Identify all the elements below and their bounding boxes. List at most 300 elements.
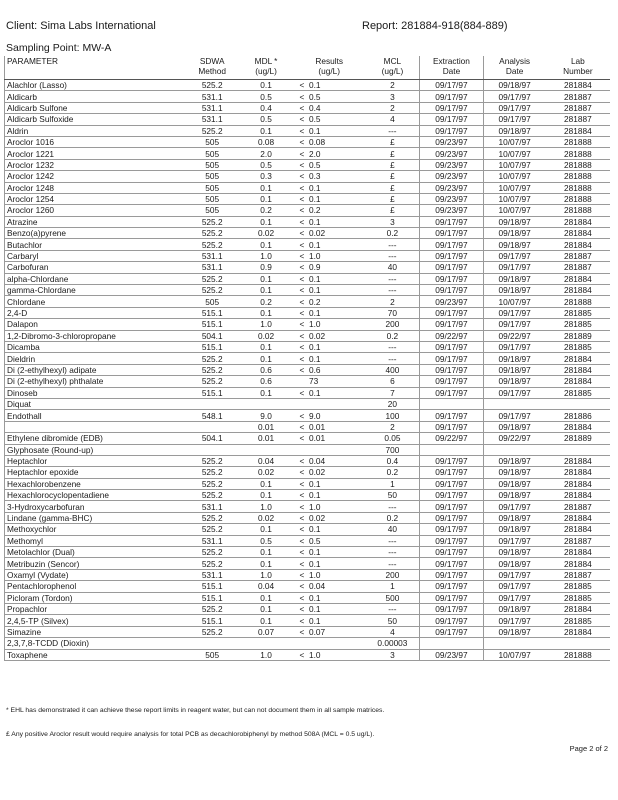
table-row xyxy=(5,91,611,102)
cell-result xyxy=(293,626,366,637)
cell-analysis-date: 09/18/97 xyxy=(483,467,546,478)
cell-method: 531.1 xyxy=(185,250,239,261)
result-qualifier: < xyxy=(299,273,305,284)
cell-extraction-date xyxy=(420,444,483,455)
cell-analysis-date: 10/07/97 xyxy=(483,148,546,159)
cell-lab-number: 281888 xyxy=(546,136,610,147)
cell-parameter: Dinoseb xyxy=(5,387,186,398)
cell-method: 504.1 xyxy=(185,433,239,444)
cell-extraction-date: 09/17/97 xyxy=(420,524,483,535)
cell-extraction-date: 09/17/97 xyxy=(420,80,483,91)
cell-mcl: 3 xyxy=(365,216,419,227)
cell-mdl: 0.1 xyxy=(239,273,293,284)
result-value: 0.1 xyxy=(308,216,321,227)
cell-parameter: Butachlor xyxy=(5,239,186,250)
result-qualifier: < xyxy=(299,308,305,318)
cell-analysis-date: 09/17/97 xyxy=(483,569,546,580)
cell-method xyxy=(185,638,239,649)
cell-mcl: 2 xyxy=(365,102,419,113)
result-qualifier: < xyxy=(299,80,305,91)
cell-parameter: Hexachlorobenzene xyxy=(5,478,186,489)
cell-extraction-date: 09/17/97 xyxy=(420,102,483,113)
cell-mdl: 0.02 xyxy=(239,467,293,478)
table-row xyxy=(5,125,611,136)
cell-lab-number: 281884 xyxy=(546,421,610,432)
cell-result xyxy=(293,193,366,204)
cell-result xyxy=(293,387,366,398)
cell-result xyxy=(293,148,366,159)
result-value: 0.9 xyxy=(308,262,321,273)
cell-analysis-date: 09/18/97 xyxy=(483,603,546,614)
cell-mdl: 0.1 xyxy=(239,353,293,364)
cell-mcl: --- xyxy=(365,547,419,558)
sampling-label: Sampling Point: xyxy=(6,42,80,54)
result-qualifier: < xyxy=(299,558,305,569)
cell-result xyxy=(293,524,366,535)
cell-extraction-date: 09/17/97 xyxy=(420,558,483,569)
cell-extraction-date: 09/17/97 xyxy=(420,228,483,239)
cell-extraction-date: 09/17/97 xyxy=(420,490,483,501)
table-row xyxy=(5,592,611,603)
cell-method: 531.1 xyxy=(185,535,239,546)
table-row xyxy=(5,387,611,398)
cell-parameter: Aldicarb Sulfone xyxy=(5,102,186,113)
cell-parameter: Heptachlor xyxy=(5,455,186,466)
cell-lab-number: 281887 xyxy=(546,250,610,261)
table-row xyxy=(5,467,611,478)
cell-mcl: --- xyxy=(365,239,419,250)
cell-lab-number: 281885 xyxy=(546,387,610,398)
cell-result xyxy=(293,490,366,501)
result-value: 0.01 xyxy=(308,433,326,444)
cell-mcl: 100 xyxy=(365,410,419,421)
cell-lab-number: 281884 xyxy=(546,353,610,364)
cell-result xyxy=(293,296,366,307)
cell-lab-number: 281888 xyxy=(546,159,610,170)
footnote-mdl: * EHL has demonstrated it can achieve these report limits in reagent water, but can not document them in all sample matrices. xyxy=(6,707,385,714)
cell-lab-number: 281885 xyxy=(546,341,610,352)
cell-lab-number xyxy=(546,444,610,455)
cell-analysis-date: 09/18/97 xyxy=(483,364,546,375)
client-name: Sima Labs International xyxy=(40,20,156,32)
cell-parameter: Methomyl xyxy=(5,535,186,546)
cell-mcl: 200 xyxy=(365,569,419,580)
sampling-point: MW-A xyxy=(82,42,112,54)
cell-mcl: 2 xyxy=(365,421,419,432)
table-row xyxy=(5,421,611,432)
cell-result xyxy=(293,330,366,341)
cell-mcl: 3 xyxy=(365,91,419,102)
table-row xyxy=(5,80,611,91)
table-row xyxy=(5,535,611,546)
cell-extraction-date: 09/23/97 xyxy=(420,649,483,660)
cell-mdl: 0.1 xyxy=(239,490,293,501)
cell-analysis-date: 09/18/97 xyxy=(483,376,546,387)
table-row xyxy=(5,307,611,318)
page-number: Page 2 of 2 xyxy=(569,744,608,753)
cell-mdl: 0.6 xyxy=(239,376,293,387)
result-value: 0.6 xyxy=(308,364,321,375)
cell-extraction-date: 09/17/97 xyxy=(420,341,483,352)
table-row xyxy=(5,319,611,330)
cell-parameter: Aroclor 1221 xyxy=(5,148,186,159)
cell-method: 505 xyxy=(185,136,239,147)
cell-lab-number xyxy=(546,638,610,649)
cell-analysis-date: 09/18/97 xyxy=(483,478,546,489)
cell-parameter: Chlordane xyxy=(5,296,186,307)
result-value: 0.1 xyxy=(308,285,321,296)
table-row xyxy=(5,296,611,307)
cell-analysis-date: 09/17/97 xyxy=(483,581,546,592)
cell-lab-number: 281885 xyxy=(546,592,610,603)
cell-result xyxy=(293,102,366,113)
cell-mcl: 1 xyxy=(365,581,419,592)
cell-mdl: 0.02 xyxy=(239,330,293,341)
cell-mdl xyxy=(239,398,293,409)
result-value: 0.5 xyxy=(308,535,321,546)
result-qualifier: < xyxy=(299,615,305,626)
cell-mdl: 0.5 xyxy=(239,535,293,546)
cell-extraction-date: 09/17/97 xyxy=(420,592,483,603)
result-value: 0.1 xyxy=(308,592,321,603)
cell-method: 525.2 xyxy=(185,364,239,375)
cell-lab-number: 281885 xyxy=(546,307,610,318)
cell-parameter: Oxamyl (Vydate) xyxy=(5,569,186,580)
cell-extraction-date: 09/17/97 xyxy=(420,569,483,580)
cell-mcl: £ xyxy=(365,193,419,204)
cell-parameter: 2,4,5-TP (Silvex) xyxy=(5,615,186,626)
cell-result xyxy=(293,125,366,136)
cell-extraction-date: 09/17/97 xyxy=(420,478,483,489)
cell-parameter: Aroclor 1248 xyxy=(5,182,186,193)
cell-result xyxy=(293,455,366,466)
cell-parameter: Picloram (Tordon) xyxy=(5,592,186,603)
result-value: 0.4 xyxy=(308,102,321,113)
cell-result xyxy=(293,353,366,364)
cell-extraction-date: 09/17/97 xyxy=(420,353,483,364)
cell-result xyxy=(293,592,366,603)
cell-lab-number: 281884 xyxy=(546,490,610,501)
cell-parameter: Di (2-ethylhexyl) adipate xyxy=(5,364,186,375)
cell-lab-number: 281888 xyxy=(546,182,610,193)
table-row xyxy=(5,376,611,387)
result-value: 0.1 xyxy=(308,194,321,205)
result-value: 0.1 xyxy=(308,558,321,569)
cell-result xyxy=(293,603,366,614)
cell-analysis-date: 10/07/97 xyxy=(483,193,546,204)
cell-extraction-date: 09/23/97 xyxy=(420,193,483,204)
table-row xyxy=(5,444,611,455)
cell-method: 531.1 xyxy=(185,569,239,580)
result-qualifier: < xyxy=(299,251,305,262)
result-qualifier: < xyxy=(299,387,305,398)
cell-result xyxy=(293,467,366,478)
table-body xyxy=(5,80,611,661)
table-row xyxy=(5,216,611,227)
cell-method: 504.1 xyxy=(185,330,239,341)
table-row xyxy=(5,433,611,444)
cell-mcl: --- xyxy=(365,285,419,296)
cell-mcl: 40 xyxy=(365,524,419,535)
result-qualifier: < xyxy=(299,592,305,603)
table-row xyxy=(5,285,611,296)
cell-method: 505 xyxy=(185,159,239,170)
table-row xyxy=(5,615,611,626)
result-value: 0.04 xyxy=(308,581,326,592)
cell-lab-number: 281884 xyxy=(546,478,610,489)
cell-lab-number: 281887 xyxy=(546,91,610,102)
cell-extraction-date: 09/17/97 xyxy=(420,307,483,318)
cell-mcl: 20 xyxy=(365,398,419,409)
col-sdwa-method: SDWA Method xyxy=(185,56,239,80)
cell-mdl: 0.5 xyxy=(239,114,293,125)
cell-analysis-date: 09/17/97 xyxy=(483,387,546,398)
cell-parameter: 3-Hydroxycarbofuran xyxy=(5,501,186,512)
cell-result xyxy=(293,364,366,375)
cell-mdl xyxy=(239,444,293,455)
cell-mcl: £ xyxy=(365,171,419,182)
table-row xyxy=(5,102,611,113)
cell-analysis-date: 09/18/97 xyxy=(483,285,546,296)
cell-mdl: 0.2 xyxy=(239,205,293,216)
result-qualifier: < xyxy=(299,205,305,216)
result-value: 1.0 xyxy=(308,251,321,262)
cell-mdl: 0.5 xyxy=(239,91,293,102)
cell-method: 515.1 xyxy=(185,581,239,592)
cell-extraction-date: 09/17/97 xyxy=(420,91,483,102)
cell-analysis-date: 09/18/97 xyxy=(483,273,546,284)
cell-result xyxy=(293,250,366,261)
cell-mcl: £ xyxy=(365,159,419,170)
cell-parameter: Aldrin xyxy=(5,125,186,136)
cell-result xyxy=(293,638,366,649)
cell-mcl: 0.2 xyxy=(365,467,419,478)
table-row xyxy=(5,603,611,614)
cell-method: 505 xyxy=(185,205,239,216)
table-row xyxy=(5,501,611,512)
cell-lab-number: 281888 xyxy=(546,296,610,307)
cell-mdl: 0.1 xyxy=(239,182,293,193)
result-qualifier: < xyxy=(299,456,305,467)
result-qualifier: < xyxy=(299,433,305,444)
table-row xyxy=(5,547,611,558)
cell-mcl: 0.00003 xyxy=(365,638,419,649)
cell-mcl: --- xyxy=(365,603,419,614)
cell-mcl: 3 xyxy=(365,649,419,660)
cell-parameter: Carbaryl xyxy=(5,250,186,261)
cell-mcl: 0.2 xyxy=(365,512,419,523)
cell-method: 505 xyxy=(185,649,239,660)
cell-result xyxy=(293,376,366,387)
result-qualifier: < xyxy=(299,285,305,296)
cell-mcl: £ xyxy=(365,182,419,193)
cell-analysis-date: 09/17/97 xyxy=(483,307,546,318)
result-qualifier: < xyxy=(299,319,305,330)
result-qualifier: < xyxy=(299,513,305,524)
cell-result xyxy=(293,136,366,147)
cell-method: 525.2 xyxy=(185,216,239,227)
cell-analysis-date: 09/17/97 xyxy=(483,501,546,512)
cell-mdl: 0.6 xyxy=(239,364,293,375)
cell-mdl: 0.1 xyxy=(239,524,293,535)
cell-analysis-date: 09/22/97 xyxy=(483,433,546,444)
col-parameter: PARAMETER xyxy=(5,56,186,80)
cell-analysis-date: 09/18/97 xyxy=(483,216,546,227)
cell-mdl: 1.0 xyxy=(239,569,293,580)
cell-method: 515.1 xyxy=(185,319,239,330)
cell-lab-number: 281888 xyxy=(546,649,610,660)
cell-lab-number: 281884 xyxy=(546,285,610,296)
result-value: 0.1 xyxy=(308,273,321,284)
cell-parameter: Aldicarb xyxy=(5,91,186,102)
col-analysis-date: Analysis Date xyxy=(483,56,546,80)
cell-lab-number: 281885 xyxy=(546,615,610,626)
cell-method: 525.2 xyxy=(185,558,239,569)
cell-mcl: 50 xyxy=(365,490,419,501)
cell-mcl: 6 xyxy=(365,376,419,387)
result-value: 0.1 xyxy=(308,615,321,626)
cell-mcl: £ xyxy=(365,205,419,216)
cell-lab-number: 281887 xyxy=(546,262,610,273)
result-qualifier: < xyxy=(299,364,305,375)
cell-mcl: 200 xyxy=(365,319,419,330)
cell-mcl: 700 xyxy=(365,444,419,455)
cell-mcl: 2 xyxy=(365,296,419,307)
cell-analysis-date: 09/18/97 xyxy=(483,421,546,432)
cell-method: 515.1 xyxy=(185,592,239,603)
cell-parameter: gamma-Chlordane xyxy=(5,285,186,296)
cell-lab-number: 281885 xyxy=(546,581,610,592)
table-row xyxy=(5,398,611,409)
cell-result xyxy=(293,273,366,284)
cell-method: 531.1 xyxy=(185,114,239,125)
sampling-point-line xyxy=(6,42,111,54)
cell-parameter: Hexachlorocyclopentadiene xyxy=(5,490,186,501)
result-value: 9.0 xyxy=(308,410,321,421)
table-row xyxy=(5,558,611,569)
cell-method: 525.2 xyxy=(185,626,239,637)
cell-mdl: 0.9 xyxy=(239,262,293,273)
cell-mdl: 0.01 xyxy=(239,421,293,432)
table-row xyxy=(5,638,611,649)
table-row xyxy=(5,114,611,125)
cell-mdl: 0.07 xyxy=(239,626,293,637)
cell-analysis-date: 09/17/97 xyxy=(483,262,546,273)
table-row xyxy=(5,148,611,159)
result-qualifier: < xyxy=(299,547,305,558)
cell-parameter: Carbofuran xyxy=(5,262,186,273)
cell-method: 525.2 xyxy=(185,239,239,250)
cell-mdl: 0.1 xyxy=(239,387,293,398)
footnote-aroclor: £ Any positive Aroclor result would require analysis for total PCB as decachlorobiphenyl by method 508A (MCL = 0.5 ug/L). xyxy=(6,731,375,738)
cell-lab-number: 281889 xyxy=(546,330,610,341)
cell-parameter: Aroclor 1254 xyxy=(5,193,186,204)
result-value: 0.04 xyxy=(308,456,326,467)
cell-mcl: 0.2 xyxy=(365,228,419,239)
cell-extraction-date: 09/22/97 xyxy=(420,433,483,444)
result-value: 0.01 xyxy=(308,421,326,432)
cell-mdl: 0.5 xyxy=(239,159,293,170)
result-value: 0.1 xyxy=(308,478,321,489)
cell-lab-number: 281884 xyxy=(546,376,610,387)
result-value: 0.5 xyxy=(308,159,321,170)
results-table xyxy=(4,56,610,661)
table-row xyxy=(5,490,611,501)
result-qualifier: < xyxy=(299,569,305,580)
result-value: 0.1 xyxy=(308,490,321,501)
cell-parameter xyxy=(5,421,186,432)
cell-mcl: 70 xyxy=(365,307,419,318)
cell-extraction-date: 09/23/97 xyxy=(420,205,483,216)
table-row xyxy=(5,205,611,216)
cell-mcl: 500 xyxy=(365,592,419,603)
result-qualifier: < xyxy=(299,342,305,353)
cell-mdl: 1.0 xyxy=(239,501,293,512)
result-qualifier: < xyxy=(299,91,305,102)
report-number: 281884-918(884-889) xyxy=(401,20,508,32)
result-value: 0.02 xyxy=(308,330,326,341)
cell-method: 531.1 xyxy=(185,102,239,113)
result-value: 0.2 xyxy=(308,205,321,216)
cell-lab-number: 281887 xyxy=(546,501,610,512)
cell-extraction-date: 09/17/97 xyxy=(420,615,483,626)
cell-parameter: 2,3,7,8-TCDD (Dioxin) xyxy=(5,638,186,649)
cell-lab-number: 281884 xyxy=(546,603,610,614)
cell-method: 505 xyxy=(185,171,239,182)
cell-extraction-date: 09/17/97 xyxy=(420,125,483,136)
cell-mdl: 1.0 xyxy=(239,649,293,660)
cell-extraction-date: 09/17/97 xyxy=(420,114,483,125)
cell-parameter: Alachlor (Lasso) xyxy=(5,80,186,91)
cell-parameter: Dalapon xyxy=(5,319,186,330)
cell-method: 525.2 xyxy=(185,512,239,523)
result-qualifier: < xyxy=(299,262,305,273)
cell-parameter: Ethylene dibromide (EDB) xyxy=(5,433,186,444)
cell-mdl: 2.0 xyxy=(239,148,293,159)
cell-mdl: 0.1 xyxy=(239,239,293,250)
cell-analysis-date: 09/18/97 xyxy=(483,558,546,569)
cell-mdl: 0.1 xyxy=(239,547,293,558)
table-row xyxy=(5,262,611,273)
cell-extraction-date: 09/17/97 xyxy=(420,501,483,512)
col-lab-number: Lab Number xyxy=(546,56,610,80)
result-value: 0.07 xyxy=(308,626,326,637)
cell-mcl: 40 xyxy=(365,262,419,273)
result-qualifier: < xyxy=(299,535,305,546)
cell-result xyxy=(293,421,366,432)
cell-extraction-date: 09/23/97 xyxy=(420,159,483,170)
cell-mdl: 0.1 xyxy=(239,307,293,318)
cell-result xyxy=(293,398,366,409)
table-row xyxy=(5,136,611,147)
cell-analysis-date: 09/17/97 xyxy=(483,250,546,261)
cell-method: 525.2 xyxy=(185,547,239,558)
cell-result xyxy=(293,341,366,352)
cell-result xyxy=(293,307,366,318)
cell-analysis-date: 09/17/97 xyxy=(483,535,546,546)
cell-mdl: 0.1 xyxy=(239,216,293,227)
table-row xyxy=(5,410,611,421)
cell-method xyxy=(185,444,239,455)
cell-lab-number xyxy=(546,398,610,409)
cell-mcl: 4 xyxy=(365,114,419,125)
table-row xyxy=(5,364,611,375)
cell-parameter: Atrazine xyxy=(5,216,186,227)
result-qualifier: < xyxy=(299,626,305,637)
cell-analysis-date: 09/17/97 xyxy=(483,319,546,330)
result-value: 0.1 xyxy=(308,125,321,136)
cell-extraction-date: 09/17/97 xyxy=(420,387,483,398)
